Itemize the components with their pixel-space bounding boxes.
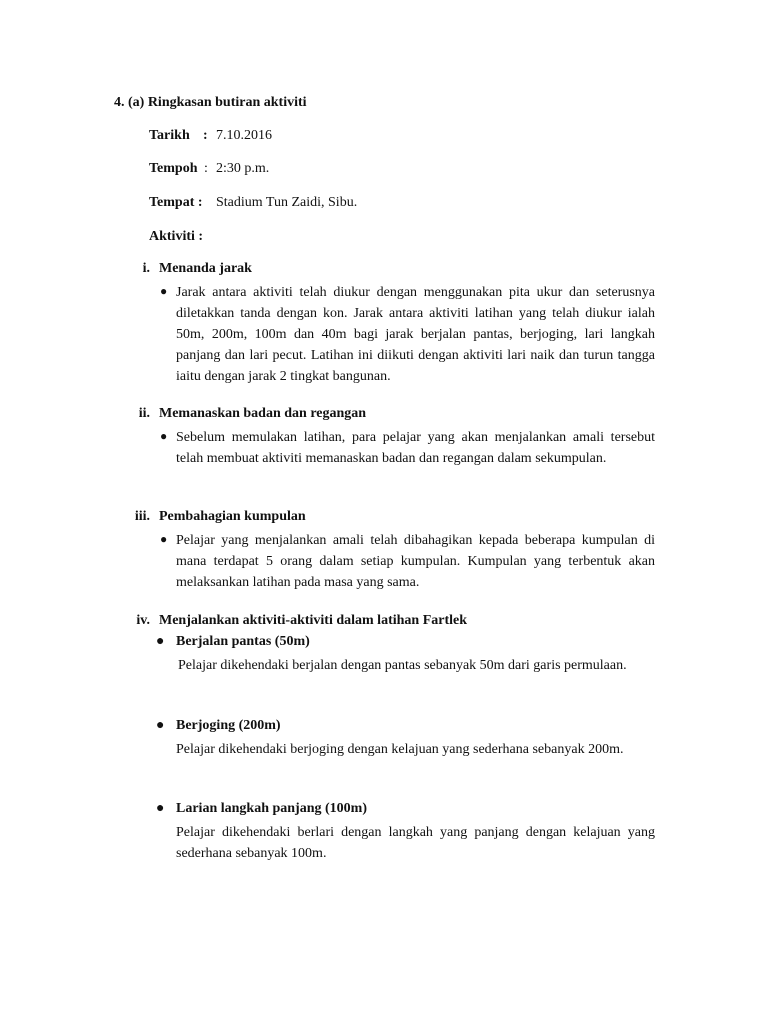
place-value: Stadium Tun Zaidi, Sibu. bbox=[216, 195, 358, 210]
section-paragraph: Sebelum memulakan latihan, para pelajar yang akan menjalankan amali tersebut telah membuat aktiviti memanaskan badan dan regangan dalam sekumpulan. bbox=[176, 430, 655, 466]
subitem-title: Berjoging (200m) bbox=[176, 718, 281, 733]
section-title: Memanaskan badan dan regangan bbox=[159, 406, 367, 421]
section-numeral: ii. bbox=[138, 406, 150, 421]
bullet-icon: ● bbox=[160, 532, 168, 546]
duration-separator: : bbox=[204, 161, 208, 176]
bullet-icon: ● bbox=[156, 801, 165, 816]
duration-value: 2:30 p.m. bbox=[216, 161, 270, 176]
date-separator: : bbox=[203, 128, 208, 143]
subitem-paragraph: Pelajar dikehendaki berlari dengan langkah yang panjang dengan kelajuan yang sederhana sebanyak 100m. bbox=[176, 825, 655, 861]
duration-label: Tempoh bbox=[149, 161, 198, 176]
place-label: Tempat : bbox=[149, 195, 203, 210]
subitem-paragraph: Pelajar dikehendaki berjalan dengan pantas sebanyak 50m dari garis permulaan. bbox=[178, 658, 627, 673]
section-heading: 4. (a) Ringkasan butiran aktiviti bbox=[114, 95, 307, 110]
bullet-icon: ● bbox=[160, 429, 168, 443]
section-numeral: i. bbox=[142, 261, 150, 276]
subitem-paragraph: Pelajar dikehendaki berjoging dengan kelajuan yang sederhana sebanyak 200m. bbox=[176, 742, 624, 757]
section-title: Pembahagian kumpulan bbox=[159, 509, 306, 524]
section-title: Menjalankan aktiviti-aktiviti dalam latihan Fartlek bbox=[159, 613, 468, 628]
bullet-icon: ● bbox=[156, 634, 165, 649]
date-label: Tarikh bbox=[149, 128, 190, 143]
subitem-title: Berjalan pantas (50m) bbox=[176, 634, 310, 649]
activity-label: Aktiviti : bbox=[149, 229, 204, 244]
section-paragraph: Jarak antara aktiviti telah diukur dengan menggunakan pita ukur dan seterusnya diletakkan tanda dengan kon. Jarak antara aktiviti latihan yang telah diukur ialah 50m, 200m, 100m dan 40m bagi jarak berjalan pantas, berjoging, lari langkah panjang dan lari pecut. Latihan ini diikuti dengan aktiviti lari naik dan turun tangga iaitu dengan jarak 2 tingkat bangunan. bbox=[176, 285, 655, 384]
section-paragraph: Pelajar yang menjalankan amali telah dibahagikan kepada beberapa kumpulan di mana terdapat 5 orang dalam setiap kumpulan. Kumpulan yang terbentuk akan melaksankan latihan pada masa yang sama. bbox=[176, 533, 655, 590]
section-numeral: iii. bbox=[134, 509, 150, 524]
section-numeral: iv. bbox=[136, 613, 150, 628]
bullet-icon: ● bbox=[156, 718, 165, 733]
date-value: 7.10.2016 bbox=[216, 128, 272, 143]
section-title: Menanda jarak bbox=[159, 261, 252, 276]
subitem-title: Larian langkah panjang (100m) bbox=[176, 801, 367, 816]
bullet-icon: ● bbox=[160, 284, 168, 298]
